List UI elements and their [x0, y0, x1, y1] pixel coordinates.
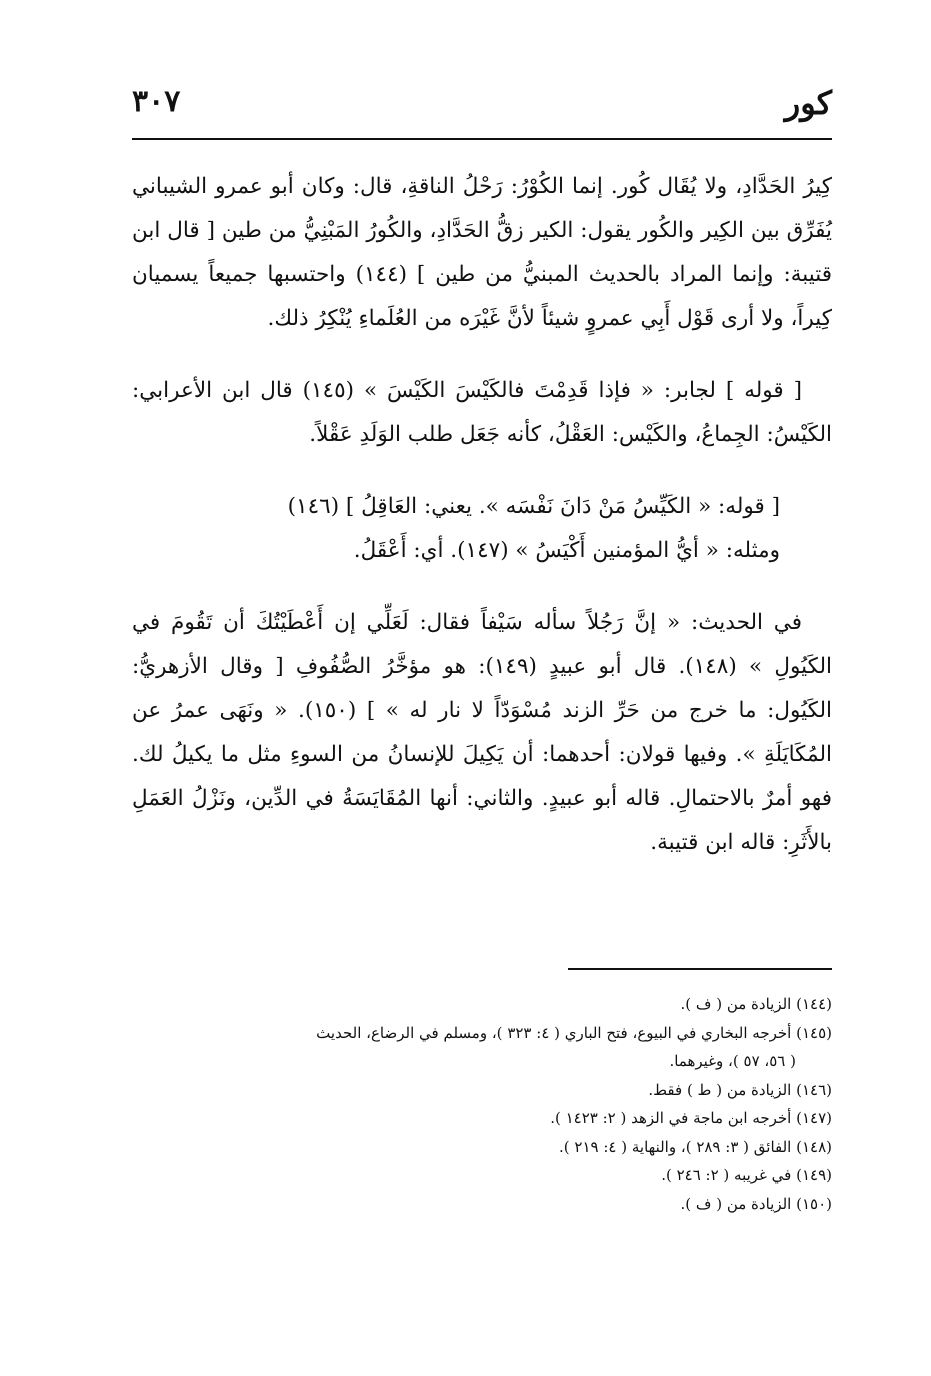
footnote-145-continued: ( ٥٦، ٥٧ )، وغيرهما. [669, 1052, 796, 1070]
paragraph-kayul: في الحديث: « إنَّ رَجُلاً سأله سَيْفاً فقال: لَعَلِّي إن أَعْطَيْتُكَ أن تَقُومَ في الكَيُولِ » (١٤٨). قال أبو عبيدٍ (١٤٩): هو مؤخَّرُ الصُّفُوفِ [ وقال الأزهريُّ: الكَيُول: ما خرج من حَرِّ الزند مُسْوَدّاً لا نار له » ] (١٥٠). « ونَهَى عمرُ عن المُكَايَلَةِ ». وفيها قولان: أحدهما: أن يَكِيلَ للإنسانُ من السوءِ مثل ما يكيلُ لك. فهو أمرٌ بالاحتمالِ. قاله أبو عبيدٍ. والثاني: أنها المُقَايَسَةُ في الدِّين، ونَزْلُ العَمَلِ بالأَثَرِ: قاله ابن قتيبة. [132, 610, 832, 855]
paragraph-akyas: ومثله: « أيُّ المؤمنين أَكْيَسُ » (١٤٧). أي: أَعْقَلُ. [353, 538, 780, 563]
footnote-149: (١٤٩) في غريبه ( ٢: ٢٤٦ ). [661, 1166, 832, 1184]
header-divider [132, 138, 832, 140]
footnote-144: (١٤٤) الزيادة من ( ف ). [680, 995, 832, 1013]
footnote-150: (١٥٠) الزيادة من ( ف ). [680, 1194, 832, 1213]
footnote-146: (١٤٦) الزيادة من ( ط ) فقط. [648, 1080, 832, 1099]
footnote-divider [568, 968, 832, 970]
paragraph-kayyis: [ قوله: « الكَيِّسُ مَنْ دَانَ نَفْسَه ». يعني: العَاقِلُ ] (١٤٦) [287, 494, 780, 519]
footnote-145: (١٤٥) أخرجه البخاري في البيوع، فتح الباري ( ٤: ٣٢٣ )، ومسلم في الرضاع، الحديث [316, 1023, 832, 1042]
footnote-147: (١٤٧) أخرجه ابن ماجة في الزهد ( ٢: ١٤٢٣ ). [550, 1109, 832, 1127]
paragraph-kir: كِيرُ الحَدَّادِ، ولا يُقَال كُور. إنما الكُوْرُ: رَحْلُ الناقةِ، قال: وكان أبو عمرو الشيباني يُفَرِّق بين الكِير والكُور يقول: الكير زقُّ الحَدَّادِ، والكُورُ المَبْنِيُّ من طين [ قال ابن قتيبة: وإنما المراد بالحديث المبنيُّ من طين ] (١٤٤) واحتسبها جميعاً يسميان كِيراً، ولا أرى قَوْل أَبِي عمروٍ شيئاً لأنَّ غَيْرَه من العُلَماءِ يُنْكِرُ ذلك. [132, 174, 832, 331]
entry-word: كور [784, 84, 832, 122]
footnotes [132, 990, 832, 1218]
page-header [132, 78, 832, 134]
footnote-148: (١٤٨) الفائق ( ٣: ٢٨٩ )، والنهاية ( ٤: ٢١٩ ). [559, 1137, 832, 1156]
page-number: ٣٠٧ [132, 84, 181, 119]
body-text [132, 165, 832, 865]
paragraph-kays: [ قوله ] لجابر: « فإذا قَدِمْتَ فالكَيْسَ الكَيْسَ » (١٤٥) قال ابن الأعرابي: الكَيْسُ: الجِماعُ، والكَيْس: العَقْلُ، كأنه جَعَل طلب الوَلَدِ عَقْلاً. [132, 378, 832, 447]
